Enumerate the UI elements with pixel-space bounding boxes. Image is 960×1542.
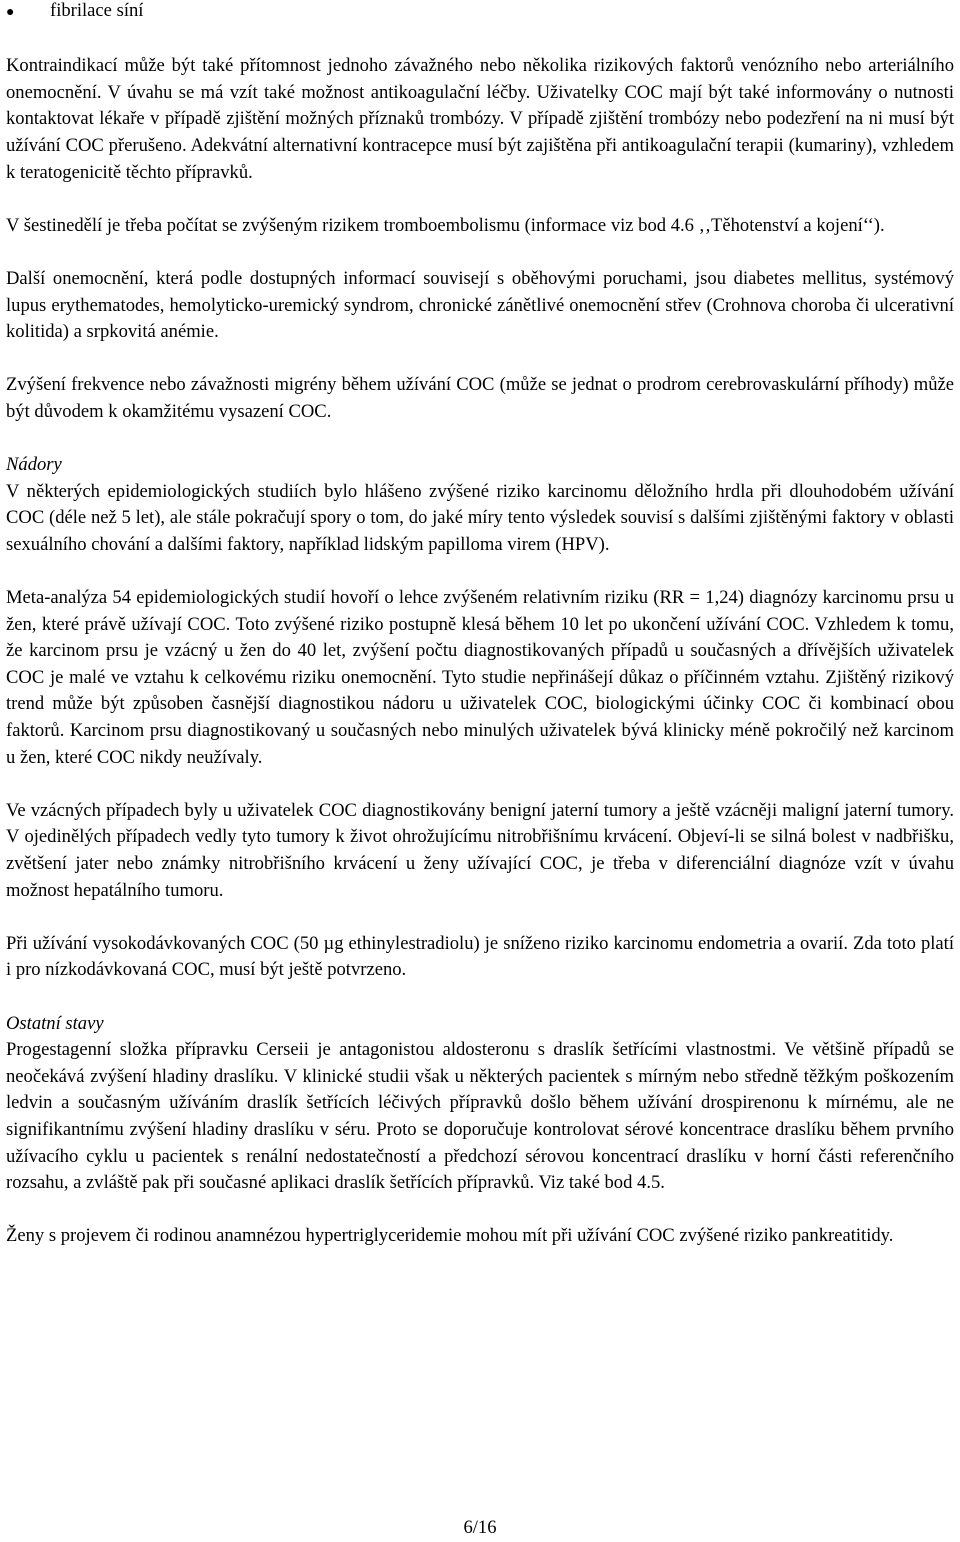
paragraph-migraine: Zvýšení frekvence nebo závažnosti migrény během užívání COC (může se jednat o prodrom cerebrovaskulární příhody) může být důvodem k okamžitému vysazení COC.	[6, 374, 954, 422]
bullet-list-item	[6, 0, 954, 27]
paragraph-potassium: Progestagenní složka přípravku Cerseii je antagonistou aldosteronu s draslík šetřícími vlastnostmi. Ve většině případů se neočekává zvýšení hladiny draslíku. V klinické studii však u některých pacientek s mírným nebo středně těžkým poškozením ledvin a současným užíváním draslík šetřících léčivých přípravků došlo během užívání drospirenonu k mírnému, ale ne signifikantnímu zvýšení hladiny draslíku v séru. Proto se doporučuje kontrolovat sérové koncentrace draslíku během prvního užívacího cyklu u pacientek s renální nedostatečností a předchozí sérovou koncentrací draslíku v horní části referenčního rozsahu, a zvláště pak při současné aplikaci draslík šetřících přípravků. Viz také bod 4.5.	[6, 1039, 954, 1194]
section-heading-tumors: Nádory	[6, 454, 62, 476]
section-heading-other-conditions: Ostatní stavy	[6, 1012, 104, 1034]
paragraph-cervical-cancer: V některých epidemiologických studiích bylo hlášeno zvýšené riziko karcinomu děložního hrdla při dlouhodobém užívání COC (déle než 5 let), ale stále pokračují spory o tom, do jaké míry tento výsledek souvisí s dalšími zjištěnými faktory v oblasti sexuálního chování a dalšími faktory, například lidským papilloma virem (HPV).	[6, 480, 954, 555]
document-page	[6, 0, 954, 1250]
paragraph-pancreatitis: Ženy s projevem či rodinou anamnézou hypertriglyceridemie mohou mít při užívání COC zvýšené riziko pankreatitidy.	[6, 1225, 894, 1247]
paragraph-other-diseases: Další onemocnění, která podle dostupných informací souvisejí s oběhovými poruchami, jsou diabetes mellitus, systémový lupus erythematodes, hemolyticko-uremický syndrom, chronické zánětlivé onemocnění střev (Crohnova choroba či ulcerativní kolitida) a srpkovitá anémie.	[6, 267, 954, 343]
paragraph-breast-cancer: Meta-analýza 54 epidemiologických studií hovoří o lehce zvýšeném relativním riziku (RR = 1,24) diagnózy karcinomu prsu u žen, které právě užívají COC. Toto zvýšené riziko postupně klesá během 10 let po ukončení užívání COC. Vzhledem k tomu, že karcinom prsu je vzácný u žen do 40 let, zvýšení počtu diagnostikovaných případů u současných a dřívějších uživatelek COC je malé ve vztahu k celkovému riziku onemocnění. Tyto studie nepřinášejí důkaz o příčinném vztahu. Zjištěný rizikový trend může být způsoben časnější diagnostikou nádoru u uživatelek COC, biologickými účinky COC či kombinací obou faktorů. Karcinom prsu diagnostikovaný u současných nebo minulých uživatelek bývá klinicky méně pokročilý než karcinom u žen, které COC nikdy neužívaly.	[6, 587, 954, 768]
bullet-icon: ●	[6, 5, 15, 20]
paragraph-liver-tumors: Ve vzácných případech byly u uživatelek COC diagnostikovány benigní jaterní tumory a ještě vzácněji maligní jaterní tumory. V ojedinělých případech vedly tyto tumory k život ohrožujícímu nitrobřišnímu krvácení. Objeví-li se silná bolest v nadbřišku, zvětšení jater nebo známky nitrobřišního krvácení u ženy užívající COC, je třeba v diferenciální diagnóze vzít v úvahu možnost hepatálního tumoru.	[6, 799, 954, 901]
page-number: 6/16	[463, 1517, 497, 1538]
paragraph-endometrium: Při užívání vysokodávkovaných COC (50 µg ethinylestradiolu) je sníženo riziko karcinomu endometria a ovarií. Zda toto platí i pro nízkodávkovaná COC, musí být ještě potvrzeno.	[6, 932, 954, 981]
paragraph-contraindications: Kontraindikací může být také přítomnost jednoho závažného nebo několika rizikových faktorů venózního nebo arteriálního onemocnění. V úvahu se má vzít také možnost antikoagulační léčby. Uživatelky COC mají být také informovány o nutnosti kontaktovat lékaře v případě zjištění možných příznaků trombózy. V případě zjištění trombózy nebo podezření na ni musí být užívání COC přerušeno. Adekvátní alternativní kontracepce musí být zajištěna při antikoagulační terapii (kumariny), vzhledem k teratogenicitě těchto přípravků.	[6, 55, 954, 183]
bullet-text: fibrilace síní	[50, 0, 144, 21]
paragraph-postpartum: V šestinedělí je třeba počítat se zvýšeným rizikem tromboembolismu (informace viz bod 4.6 ‚‚Těhotenství a kojení‘‘).	[6, 214, 885, 236]
